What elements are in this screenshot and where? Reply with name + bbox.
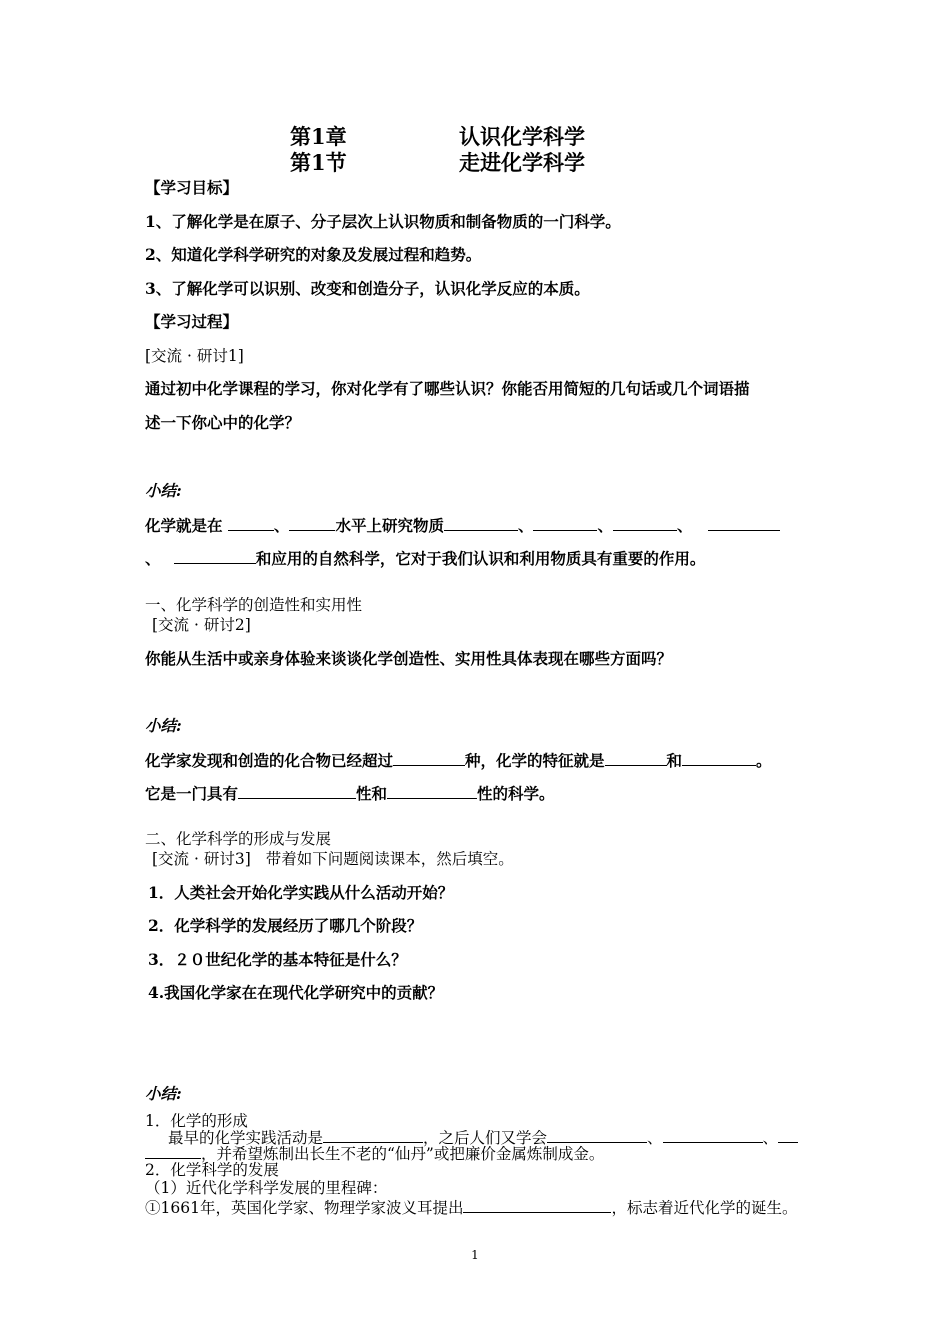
- formation-heading: 1．化学的形成: [145, 1112, 248, 1130]
- summary-2-line-2: 它是一门具有 性和 性的科学。: [145, 784, 555, 803]
- fill-blank[interactable]: [323, 1127, 423, 1143]
- fill-blank[interactable]: [238, 783, 356, 799]
- goal-item-1: 1、了解化学是在原子、分子层次上认识物质和制备物质的一门科学。: [145, 212, 621, 231]
- fill-blank[interactable]: [613, 515, 677, 531]
- chapter-label: 第1章: [290, 124, 347, 149]
- chapter-title: 认识化学科学: [459, 124, 585, 149]
- summary-label: 小结:: [145, 716, 182, 735]
- fill-blank[interactable]: [708, 515, 780, 531]
- fill-blank[interactable]: [228, 515, 274, 531]
- goals-heading: 【学习目标】: [145, 178, 239, 197]
- page-number: 1: [471, 1248, 479, 1262]
- fill-blank[interactable]: [174, 548, 256, 564]
- fill-blank[interactable]: [444, 515, 518, 531]
- question-3: 3．２０世纪化学的基本特征是什么？: [148, 950, 407, 969]
- fill-blank[interactable]: [387, 783, 477, 799]
- part-2-heading: 二、化学科学的形成与发展: [145, 830, 332, 848]
- question-4: 4.我国化学家在在现代化学研究中的贡献？: [148, 983, 444, 1002]
- summary-1-line-2: 、 和应用的自然科学，它对于我们认识和利用物质具有重要的作用。: [145, 549, 706, 568]
- fill-blank[interactable]: [682, 750, 756, 766]
- discuss-1-text-1: 通过初中化学课程的学习，你对化学有了哪些认识？你能否用简短的几句话或几个词语描: [145, 379, 750, 398]
- development-line-1: ①1661年，英国化学家、物理学家波义耳提出 ，标志着近代化学的诞生。: [145, 1199, 798, 1217]
- fill-blank[interactable]: [778, 1127, 798, 1143]
- section-label: 第1节: [290, 150, 347, 175]
- fill-blank[interactable]: [547, 1127, 647, 1143]
- discuss-1-text-2: 述一下你心中的化学？: [145, 413, 301, 432]
- discuss-3-label: [交流 · 研讨3]: [152, 850, 251, 868]
- discuss-3-row: [152, 849, 514, 869]
- discuss-1-label: [交流 · 研讨1]: [145, 347, 244, 365]
- question-1: 1．人类社会开始化学实践从什么活动开始？: [148, 883, 454, 902]
- goal-item-2: 2、知道化学科学研究的对象及发展过程和趋势。: [145, 245, 482, 264]
- fill-blank[interactable]: [663, 1127, 763, 1143]
- summary-1-line-1: 化学就是在 、 水平上研究物质 、 、 、: [145, 515, 780, 536]
- fill-blank[interactable]: [463, 1197, 611, 1213]
- summary-2-line-1: 化学家发现和创造的化合物已经超过 种，化学的特征就是 和 。: [145, 751, 772, 770]
- question-2: 2．化学科学的发展经历了哪几个阶段？: [148, 916, 423, 935]
- development-heading: 2．化学科学的发展: [145, 1161, 279, 1179]
- part-1-question: 你能从生活中或亲身体验来谈谈化学创造性、实用性具体表现在哪些方面吗？: [145, 649, 673, 668]
- formation-line-1: 最早的化学实践活动是 ，之后人们又学会 、 、: [168, 1127, 798, 1148]
- fill-blank[interactable]: [605, 750, 667, 766]
- discuss-3-text: 带着如下问题阅读课本，然后填空。: [265, 850, 514, 868]
- formation-line-2: ，并希望炼制出长生不老的“仙丹”或把廉价金属炼制成金。: [145, 1143, 604, 1164]
- fill-blank[interactable]: [533, 515, 597, 531]
- goal-item-3: 3、了解化学可以识别、改变和创造分子，认识化学反应的本质。: [145, 279, 590, 298]
- development-subheading: （1）近代化学科学发展的里程碑：: [145, 1179, 388, 1197]
- fill-blank[interactable]: [289, 515, 335, 531]
- fill-blank[interactable]: [393, 750, 465, 766]
- summary-label: 小结:: [145, 1084, 182, 1103]
- part-1-heading: 一、化学科学的创造性和实用性: [145, 596, 363, 614]
- process-heading: 【学习过程】: [145, 312, 239, 331]
- summary-label: 小结:: [145, 481, 182, 500]
- discuss-2-label: [交流 · 研讨2]: [152, 616, 251, 634]
- section-title: 走进化学科学: [459, 150, 585, 175]
- fill-blank[interactable]: [145, 1143, 201, 1159]
